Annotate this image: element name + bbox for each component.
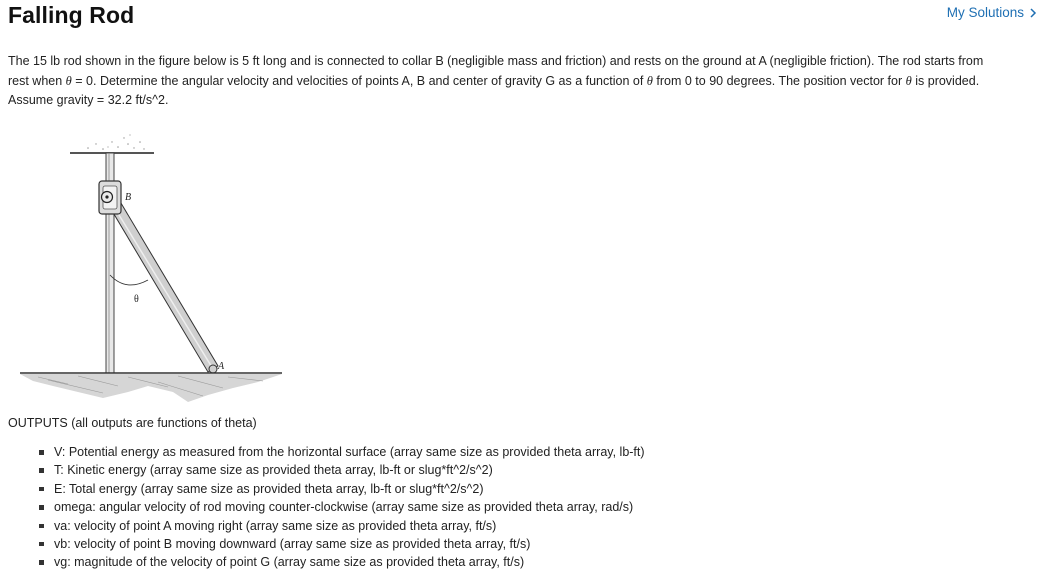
problem-line-2b: = 0. Determine the angular velocity and velocities of points A, B and center of gravity G as a function of xyxy=(71,73,647,88)
problem-line-2d: is provided. xyxy=(911,73,980,88)
collar-b xyxy=(99,181,121,214)
ground xyxy=(20,373,282,402)
list-item: E: Total energy (array same size as provided theta array, lb-ft or slug*ft^2/s^2) xyxy=(37,480,645,498)
list-item: omega: angular velocity of rod moving counter-clockwise (array same size as provided theta array, rad/s) xyxy=(37,498,645,516)
list-item: V: Potential energy as measured from the horizontal surface (array same size as provided theta array, lb-ft) xyxy=(37,443,645,461)
theta-symbol: θ xyxy=(65,73,72,88)
my-solutions-link[interactable] xyxy=(947,5,1038,20)
outputs-heading: OUTPUTS (all outputs are functions of theta) xyxy=(8,416,257,430)
my-solutions-label: My Solutions xyxy=(946,5,1024,20)
falling-rod-figure xyxy=(8,130,298,410)
problem-line-2a: rest when xyxy=(8,73,66,88)
problem-statement xyxy=(8,52,1008,111)
list-item: vb: velocity of point B moving downward (array same size as provided theta array, ft/s) xyxy=(37,535,645,553)
outputs-list xyxy=(37,443,645,572)
theta-arc xyxy=(110,275,148,285)
list-item: va: velocity of point A moving right (array same size as provided theta array, ft/s) xyxy=(37,517,645,535)
theta-symbol: θ xyxy=(905,73,912,88)
list-item: T: Kinetic energy (array same size as provided theta array, lb-ft or slug*ft^2/s^2) xyxy=(37,461,645,479)
problem-line-1: The 15 lb rod shown in the figure below is 5 ft long and is connected to collar B (negligible mass and friction) and rests on the ground at A (negligible friction). The rod starts from xyxy=(8,54,984,68)
page-title: Falling Rod xyxy=(8,2,135,28)
problem-line-2c: from 0 to 90 degrees. The position vector for xyxy=(652,73,906,88)
rod xyxy=(102,188,218,373)
label-theta: θ xyxy=(134,294,139,305)
chevron-right-icon xyxy=(1028,7,1038,19)
list-item: vg: magnitude of the velocity of point G (array same size as provided theta array, ft/s) xyxy=(37,553,645,571)
label-b: B xyxy=(125,192,132,203)
problem-line-3: Assume gravity = 32.2 ft/s^2. xyxy=(8,93,169,107)
label-a: A xyxy=(218,361,225,372)
theta-symbol: θ xyxy=(646,73,653,88)
ceiling xyxy=(70,134,154,153)
